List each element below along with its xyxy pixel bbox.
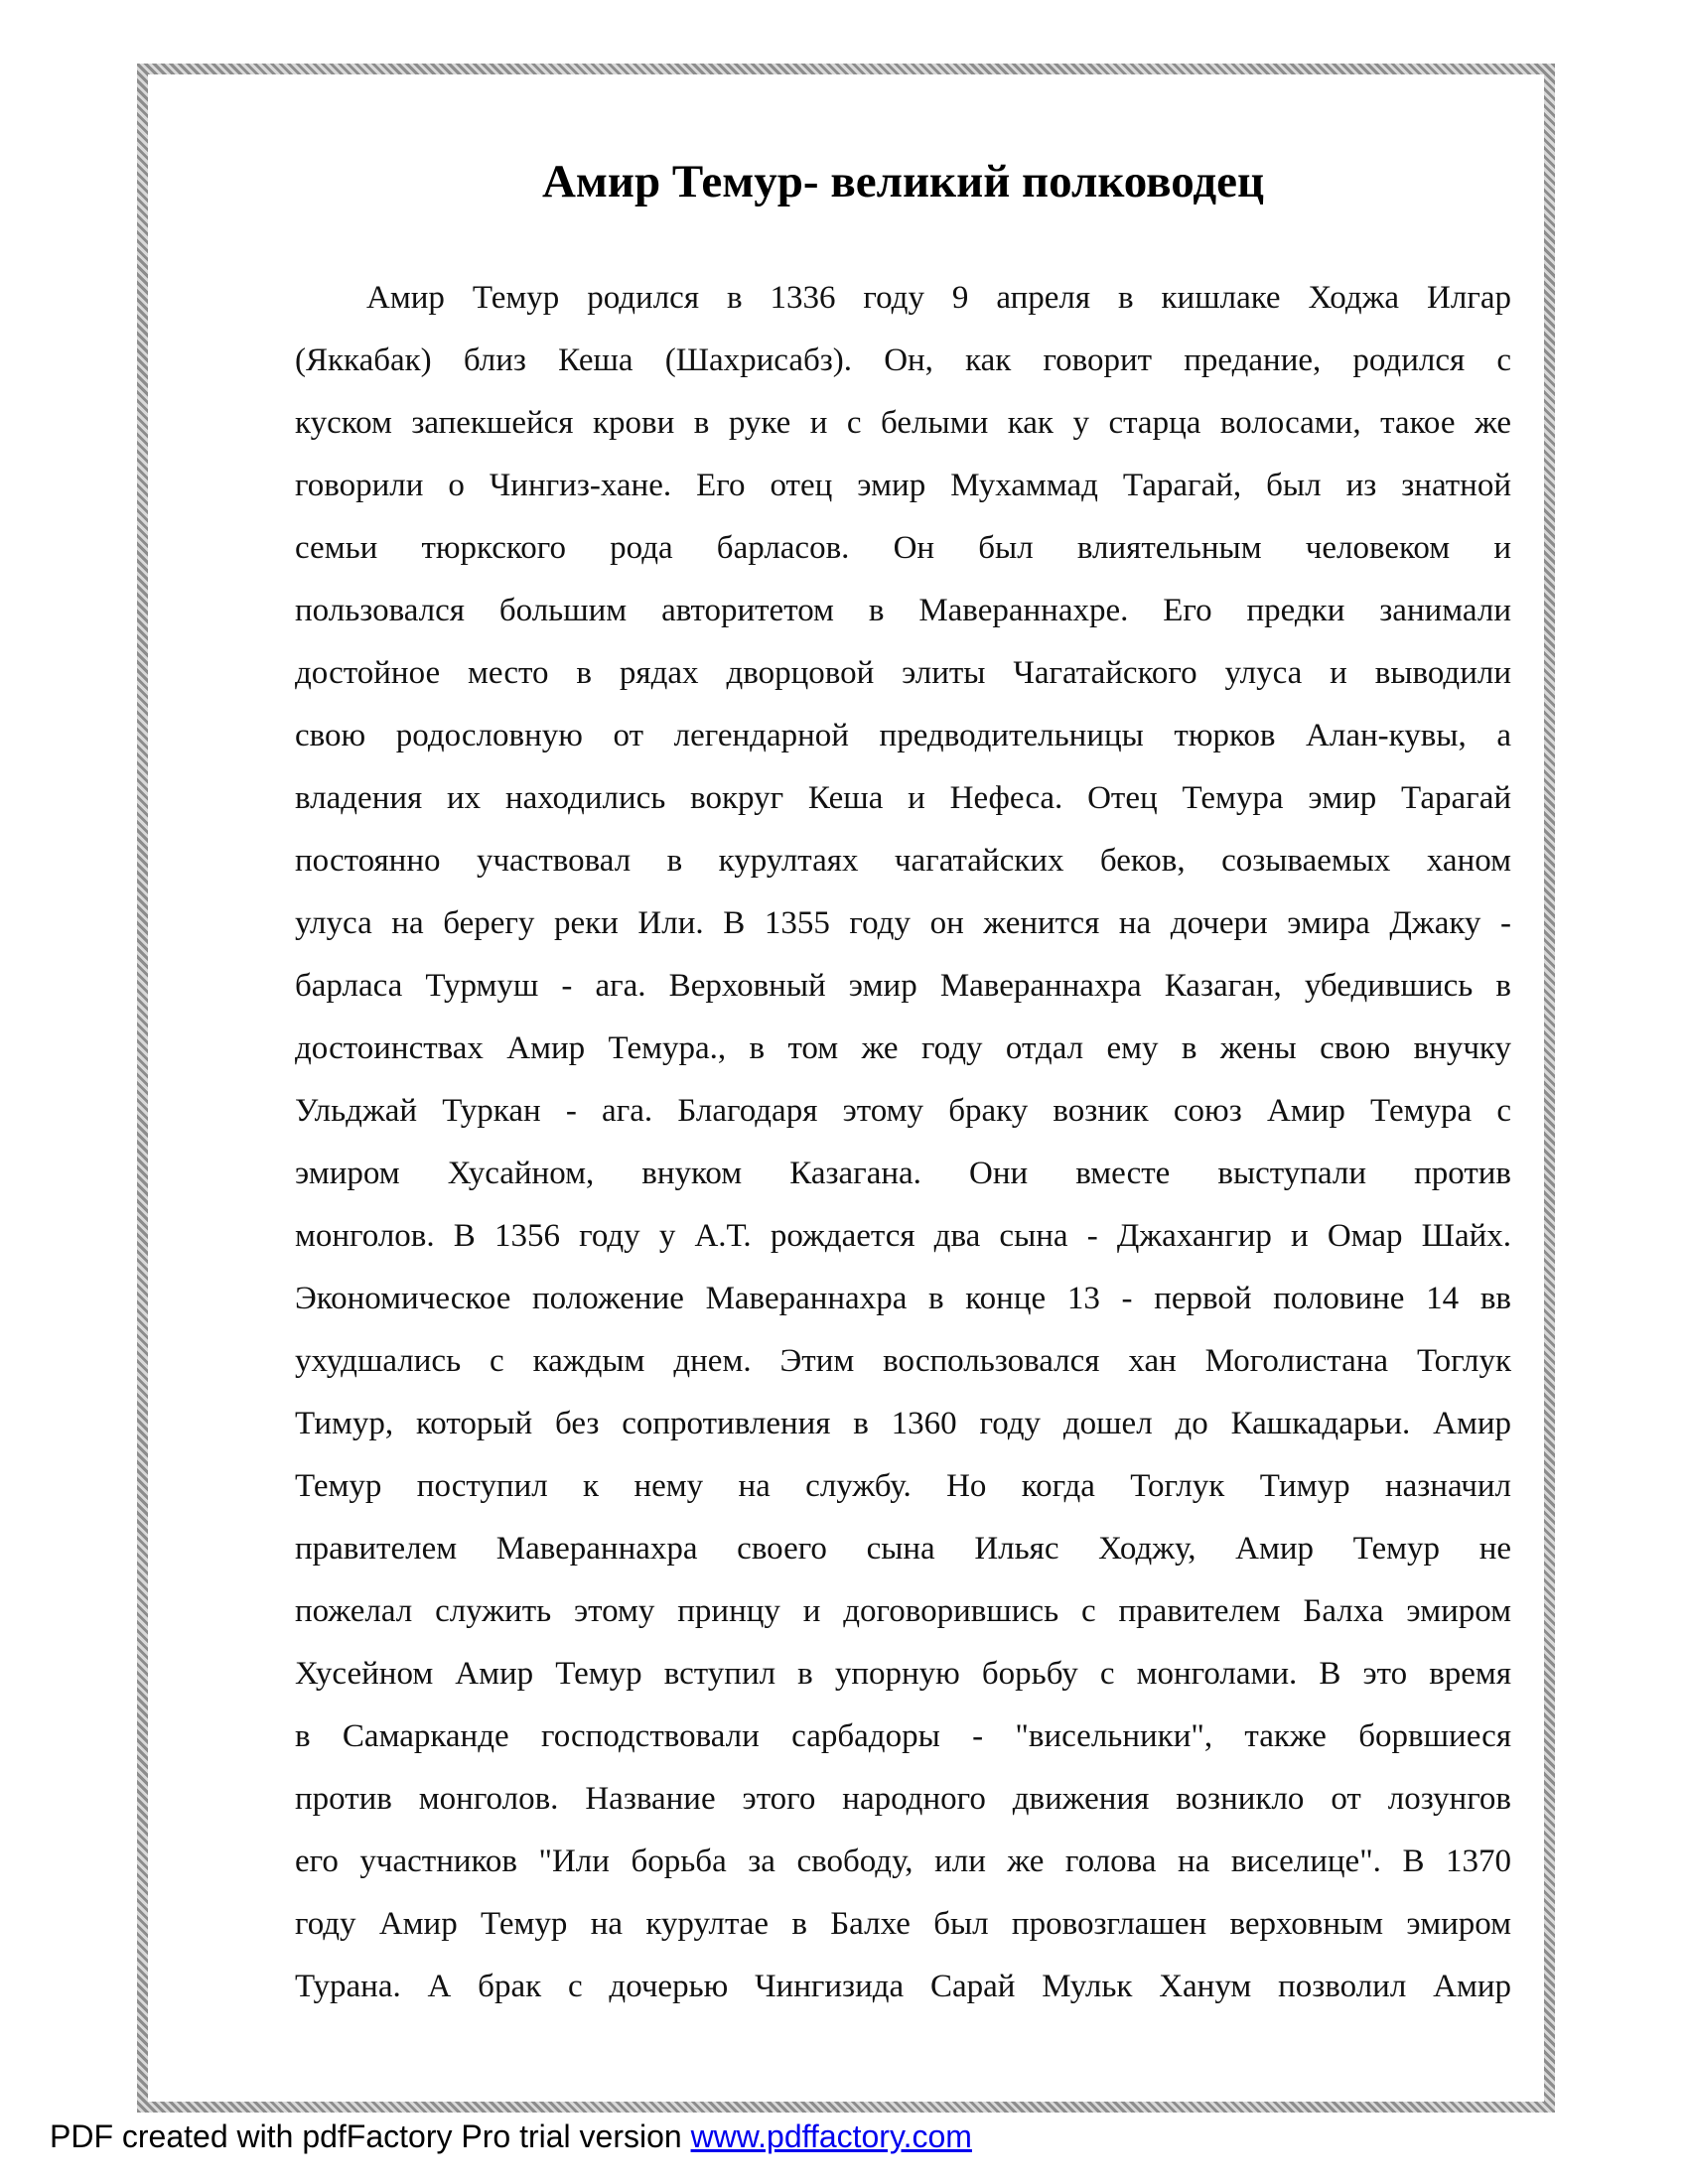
body-line: семьи тюркского рода барласов. Он был влиятельным человеком и xyxy=(295,530,1511,566)
body-line: пожелал служить этому принцу и договорившись с правителем Балха эмиром xyxy=(295,1593,1511,1629)
body-line: году Амир Темур на курултае в Балхе был провозглашен верховным эмиром xyxy=(295,1906,1511,1942)
body-line: его участников "Или борьба за свободу, или же голова на виселице". В 1370 xyxy=(295,1843,1511,1879)
body-line: свою родословную от легендарной предводительницы тюрков Алан-кувы, а xyxy=(295,718,1511,753)
body-line: Амир Темур родился в 1336 году 9 апреля в кишлаке Ходжа Илгар xyxy=(366,280,1511,316)
body-line: Хусейном Амир Темур вступил в упорную борьбу с монголами. В это время xyxy=(295,1656,1511,1692)
body-line: правителем Мавераннахра своего сына Ильяс Ходжу, Амир Темур не xyxy=(295,1531,1511,1567)
body-line: постоянно участвовал в курултаях чагатайских беков, созываемых ханом xyxy=(295,843,1511,879)
body-line: говорили о Чингиз-хане. Его отец эмир Мухаммад Тарагай, был из знатной xyxy=(295,468,1511,503)
body-line: Экономическое положение Мавераннахра в конце 13 - первой половине 14 вв xyxy=(295,1281,1511,1316)
body-line: Ульджай Туркан - ага. Благодаря этому браку возник союз Амир Темура с xyxy=(295,1093,1511,1129)
body-line: барласа Турмуш - ага. Верховный эмир Мавераннахра Казаган, убедившись в xyxy=(295,968,1511,1004)
body-line: пользовался большим авторитетом в Мавераннахре. Его предки занимали xyxy=(295,593,1511,628)
body-line: куском запекшейся крови в руке и с белыми как у старца волосами, такое же xyxy=(295,405,1511,441)
body-line: улуса на берегу реки Или. В 1355 году он женится на дочери эмира Джаку - xyxy=(295,905,1511,941)
body-line: против монголов. Название этого народного движения возникло от лозунгов xyxy=(295,1781,1511,1817)
pdf-footer xyxy=(50,2116,972,2156)
body-line: ухудшались с каждым днем. Этим воспользовался хан Моголистана Тоглук xyxy=(295,1343,1511,1379)
body-line: монголов. В 1356 году у А.Т. рождается два сына - Джахангир и Омар Шайх. xyxy=(295,1218,1511,1254)
pdffactory-link[interactable]: www.pdffactory.com xyxy=(690,2118,972,2154)
body-line: эмиром Хусайном, внуком Казагана. Они вместе выступали против xyxy=(295,1156,1511,1191)
body-line: владения их находились вокруг Кеша и Нефеса. Отец Темура эмир Тарагай xyxy=(295,780,1511,816)
body-line: Темур поступил к нему на службу. Но когда Тоглук Тимур назначил xyxy=(295,1468,1511,1504)
body-line: Тимур, который без сопротивления в 1360 году дошел до Кашкадарьи. Амир xyxy=(295,1406,1511,1441)
body-line: (Яккабак) близ Кеша (Шахрисабз). Он, как говорит предание, родился с xyxy=(295,342,1511,378)
body-line: Турана. А брак с дочерью Чингизида Сарай Мульк Ханум позволил Амир xyxy=(295,1969,1511,2004)
document-body xyxy=(295,267,1511,2018)
body-line: достоинствах Амир Темура., в том же году отдал ему в жены свою внучку xyxy=(295,1030,1511,1066)
body-line: в Самарканде господствовали сарбадоры - "висельники", также борвшиеся xyxy=(295,1718,1511,1754)
footer-text: PDF created with pdfFactory Pro trial version xyxy=(50,2118,691,2154)
document-title: Амир Темур- великий полководец xyxy=(541,156,1265,207)
body-line: достойное место в рядах дворцовой элиты Чагатайского улуса и выводили xyxy=(295,655,1511,691)
